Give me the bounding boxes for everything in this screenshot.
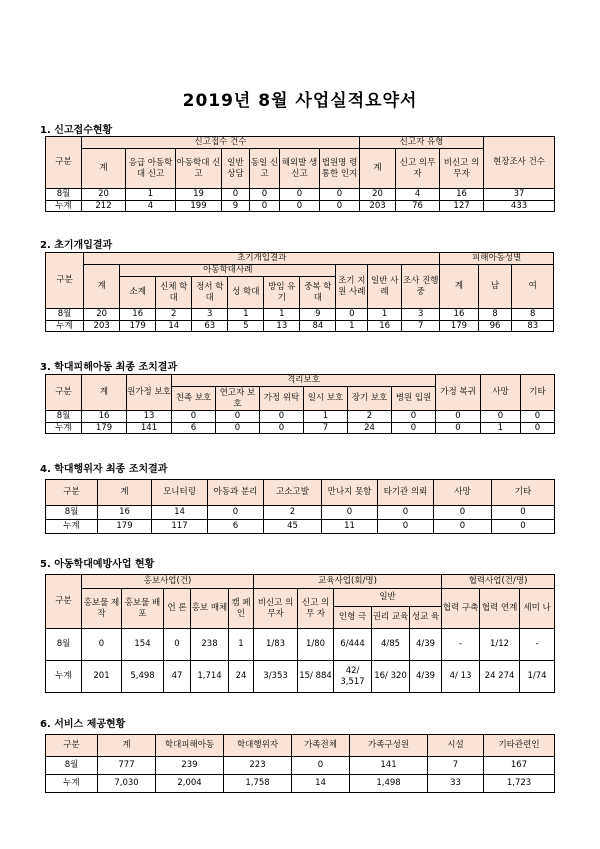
- table-row: [46, 422, 555, 434]
- table-row: [46, 506, 555, 520]
- cell: 0: [378, 520, 434, 534]
- cell: 0: [250, 189, 280, 201]
- cell: 0: [82, 629, 122, 661]
- header-perpetrator: 학대행위자: [224, 735, 292, 757]
- cell: -: [442, 629, 480, 661]
- row-label: 8월: [46, 411, 82, 423]
- header-general-consult: 일반 상담: [222, 149, 250, 189]
- header-physical-abuse: 신체 학대: [156, 277, 192, 309]
- cell: 13: [264, 320, 300, 332]
- cell: 0: [434, 506, 492, 520]
- cell: 0: [492, 506, 555, 520]
- group-separation: 격리보호: [172, 375, 436, 387]
- cell: 4/ 13: [442, 661, 480, 693]
- cell: 20: [84, 309, 120, 321]
- row-label: 누계: [46, 661, 82, 693]
- header-sexual-abuse: 성 학대: [228, 277, 264, 309]
- group-education: 교육사업(회/명): [254, 575, 442, 589]
- header-campaign: 캠 페 인: [229, 589, 254, 629]
- table-row: [46, 775, 555, 793]
- cell: 0: [434, 520, 492, 534]
- cell: 1: [264, 309, 300, 321]
- header-ongoing: 조사 진행중: [402, 265, 440, 309]
- cell: 24 274: [480, 661, 520, 693]
- row-label: 누계: [46, 520, 98, 534]
- header-early-support: 조기 지원 사례: [336, 265, 368, 309]
- header-victim-child: 학대피해아동: [156, 735, 224, 757]
- group-report-count: 신고접수 건수: [82, 137, 360, 149]
- group-promotion: 홍보사업(건): [82, 575, 254, 589]
- header-press: 언 론: [164, 589, 191, 629]
- header-nonmandatory-reporter: 비신고 의무자: [440, 149, 484, 189]
- cell: 212: [82, 200, 126, 212]
- cell: 1,498: [350, 775, 428, 793]
- report-intake-table: [45, 136, 555, 212]
- cell: 127: [440, 200, 484, 212]
- header-mandatory: 신고 의무 자: [298, 589, 334, 629]
- cell: 14: [292, 775, 350, 793]
- row-label: 누계: [46, 422, 82, 434]
- section-3-heading: 3. 학대피해아동 최종 조치결과: [40, 362, 178, 373]
- cell: 7: [402, 320, 440, 332]
- header-child-separation: 아동과 분리: [208, 480, 264, 506]
- cell: 0: [392, 411, 436, 423]
- row-label: 8월: [46, 506, 98, 520]
- section-2-heading: 2. 초기개입결과: [40, 240, 113, 251]
- header-total-reporter: 계: [360, 149, 396, 189]
- cell: 0: [336, 309, 368, 321]
- cell: 15/ 884: [298, 661, 334, 693]
- cell: 37: [484, 189, 555, 201]
- header-whole-family: 가족전체: [292, 735, 350, 757]
- cell: 0: [208, 506, 264, 520]
- cell: 239: [156, 757, 224, 775]
- cell: 179: [440, 320, 478, 332]
- header-field-investigation: 현장조사 건수: [484, 137, 555, 189]
- section-4-heading: 4. 학대행위자 최종 조치결과: [40, 464, 168, 475]
- cell: 0: [378, 506, 434, 520]
- initial-intervention-table: [45, 252, 554, 332]
- cell: 3/353: [254, 661, 298, 693]
- cell: 16/ 320: [372, 661, 410, 693]
- cell: 84: [300, 320, 336, 332]
- cell: 199: [176, 200, 222, 212]
- cell: 1,723: [484, 775, 555, 793]
- cell: 1/83: [254, 629, 298, 661]
- cell: 1: [304, 411, 348, 423]
- cell: 154: [122, 629, 164, 661]
- cell: 179: [82, 422, 127, 434]
- cell: 141: [350, 757, 428, 775]
- cell: 14: [156, 320, 192, 332]
- cell: 9: [222, 200, 250, 212]
- cell: 7: [304, 422, 348, 434]
- cell: 11: [322, 520, 378, 534]
- cell: 20: [82, 189, 126, 201]
- cell: 5,498: [122, 661, 164, 693]
- header-multiple-abuse: 중복 학대: [300, 277, 336, 309]
- cell: 2: [264, 506, 322, 520]
- cell: 3: [402, 309, 440, 321]
- cell: 47: [164, 661, 191, 693]
- cell: 1/12: [480, 629, 520, 661]
- cell: 19: [176, 189, 222, 201]
- header-same-report: 동일 신고: [250, 149, 280, 189]
- cell: 8: [512, 309, 554, 321]
- header-emergency-report: 응급 아동학대 신고: [126, 149, 176, 189]
- cell: 0: [521, 422, 555, 434]
- service-provision-table: [45, 734, 555, 793]
- page-title: 2019년 8월 사업실적요약서: [182, 91, 418, 111]
- header-victim-total: 계: [440, 265, 478, 309]
- header-monitoring: 모니터링: [152, 480, 208, 506]
- header-coop-build: 협력 구축: [442, 589, 480, 629]
- cell: 0: [320, 200, 360, 212]
- cell: 0: [492, 520, 555, 534]
- cell: 7: [428, 757, 484, 775]
- cell: 777: [98, 757, 156, 775]
- cell: 63: [192, 320, 228, 332]
- header-promo-media: 홍보 매체: [191, 589, 229, 629]
- row-label: 누계: [46, 200, 82, 212]
- cell: 117: [152, 520, 208, 534]
- section-5-heading: 5. 아동학대예방사업 현황: [40, 559, 155, 570]
- cell: 9: [300, 309, 336, 321]
- cell: 2,004: [156, 775, 224, 793]
- cell: 167: [484, 757, 555, 775]
- header-emotional-abuse: 정서 학대: [192, 277, 228, 309]
- cell: 76: [396, 200, 440, 212]
- header-subtotal: 소계: [120, 277, 156, 309]
- header-foster: 가정 위탁: [260, 387, 304, 411]
- cell: 1: [228, 309, 264, 321]
- cell: 223: [224, 757, 292, 775]
- header-death: 사망: [434, 480, 492, 506]
- cell: 0: [436, 411, 481, 423]
- cell: 203: [84, 320, 120, 332]
- header-referral: 타기관 의뢰: [378, 480, 434, 506]
- cell: 3: [192, 309, 228, 321]
- cell: 0: [320, 189, 360, 201]
- row-label: 8월: [46, 757, 98, 775]
- cell: 179: [120, 320, 156, 332]
- cell: -: [520, 629, 555, 661]
- cell: 4/85: [372, 629, 410, 661]
- cell: 238: [191, 629, 229, 661]
- cell: 0: [521, 411, 555, 423]
- table-row: [46, 629, 555, 661]
- header-return-home: 가정 복귀: [436, 375, 481, 411]
- cell: 0: [260, 422, 304, 434]
- cell: 5: [228, 320, 264, 332]
- header-gubun: 구분: [46, 375, 82, 411]
- section-1-heading: 1. 신고접수현황: [40, 125, 113, 136]
- cell: 1: [126, 189, 176, 201]
- cell: 141: [127, 422, 172, 434]
- header-male: 남: [478, 265, 512, 309]
- header-coop-link: 협력 연계: [480, 589, 520, 629]
- cell: 16: [120, 309, 156, 321]
- cell: 1,758: [224, 775, 292, 793]
- header-material-production: 홍보물 제작: [82, 589, 122, 629]
- header-gubun: 구분: [46, 575, 82, 629]
- cell: 179: [98, 520, 152, 534]
- header-puppet-show: 인형 극: [334, 607, 372, 629]
- cell: 0: [392, 422, 436, 434]
- row-label: 8월: [46, 309, 84, 321]
- header-complaint: 고소고발: [264, 480, 322, 506]
- cell: 2: [156, 309, 192, 321]
- header-abuse-report: 아동학대 신고: [176, 149, 222, 189]
- cell: 1: [481, 422, 521, 434]
- header-nonmandatory: 비신고 의무자: [254, 589, 298, 629]
- cell: 14: [152, 506, 208, 520]
- cell: 0: [481, 411, 521, 423]
- header-death: 사망: [481, 375, 521, 411]
- header-gubun: 구분: [46, 735, 98, 757]
- cell: 8: [478, 309, 512, 321]
- cell: 201: [82, 661, 122, 693]
- cell: 4: [126, 200, 176, 212]
- header-total: 계: [98, 735, 156, 757]
- header-other-related: 기타관련인: [484, 735, 555, 757]
- table-row: [46, 200, 555, 212]
- cell: 13: [127, 411, 172, 423]
- cell: 6/444: [334, 629, 372, 661]
- cell: 0: [280, 189, 320, 201]
- header-mandatory-reporter: 신고 의무자: [396, 149, 440, 189]
- cell: 4: [396, 189, 440, 201]
- row-label: 누계: [46, 320, 84, 332]
- header-material-distribution: 홍보물 배포: [122, 589, 164, 629]
- header-gubun: 구분: [46, 253, 84, 309]
- table-row: [46, 320, 554, 332]
- row-label: 8월: [46, 189, 82, 201]
- cell: 0: [292, 757, 350, 775]
- header-home-protection: 원가정 보호: [127, 375, 172, 411]
- table-row: [46, 411, 555, 423]
- header-total: 계: [84, 265, 120, 309]
- cell: 1,714: [191, 661, 229, 693]
- header-rights-education: 권리 교육: [372, 607, 410, 629]
- header-temporary: 일시 보호: [304, 387, 348, 411]
- cell: 96: [478, 320, 512, 332]
- cell: 20: [360, 189, 396, 201]
- cell: 433: [484, 200, 555, 212]
- group-abuse-case: 아동학대사례: [120, 265, 336, 277]
- header-seminar: 세미 나: [520, 589, 555, 629]
- group-cooperation: 협력사업(건/명): [442, 575, 555, 589]
- header-overseas-report: 해외발 생신고: [280, 149, 320, 189]
- header-facility: 시설: [428, 735, 484, 757]
- table-row: [46, 520, 555, 534]
- cell: 0: [172, 411, 216, 423]
- header-general-case: 일반 사례: [368, 265, 402, 309]
- cell: 0: [260, 411, 304, 423]
- cell: 1: [368, 309, 402, 321]
- cell: 203: [360, 200, 396, 212]
- header-total: 계: [82, 149, 126, 189]
- header-court-order: 법원명 령통한 인지: [320, 149, 360, 189]
- cell: 16: [98, 506, 152, 520]
- cell: 0: [216, 422, 260, 434]
- cell: 1/74: [520, 661, 555, 693]
- header-long-term: 장기 보호: [348, 387, 392, 411]
- header-sex-education: 성교 육: [410, 607, 442, 629]
- section-6-heading: 6. 서비스 제공현황: [40, 719, 126, 730]
- row-label: 8월: [46, 629, 82, 661]
- header-family-member: 가족구성원: [350, 735, 428, 757]
- perpetrator-final-action-table: [45, 479, 555, 534]
- table-row: [46, 189, 555, 201]
- header-other: 기타: [521, 375, 555, 411]
- cell: 1: [336, 320, 368, 332]
- cell: 42/ 3,517: [334, 661, 372, 693]
- cell: 45: [264, 520, 322, 534]
- cell: 0: [164, 629, 191, 661]
- group-reporter-type: 신고자 유형: [360, 137, 484, 149]
- cell: 0: [222, 189, 250, 201]
- header-total: 계: [82, 375, 127, 411]
- header-female: 여: [512, 265, 554, 309]
- cell: 83: [512, 320, 554, 332]
- header-gubun: 구분: [46, 480, 98, 506]
- header-other: 기타: [492, 480, 555, 506]
- header-total: 계: [98, 480, 152, 506]
- group-initial-result: 초기개입결과: [84, 253, 440, 265]
- cell: 0: [280, 200, 320, 212]
- cell: 6: [172, 422, 216, 434]
- header-acquaintance: 연고자 보호: [216, 387, 260, 411]
- cell: 0: [250, 200, 280, 212]
- header-relative: 친족 보호: [172, 387, 216, 411]
- cell: 16: [82, 411, 127, 423]
- prevention-program-table: [45, 574, 555, 693]
- header-gubun: 구분: [46, 137, 82, 189]
- cell: 4/39: [410, 629, 442, 661]
- row-label: 누계: [46, 775, 98, 793]
- cell: 24: [229, 661, 254, 693]
- header-neglect: 방임 유기: [264, 277, 300, 309]
- cell: 24: [348, 422, 392, 434]
- cell: 1: [229, 629, 254, 661]
- cell: 6: [208, 520, 264, 534]
- cell: 16: [368, 320, 402, 332]
- victim-final-action-table: [45, 374, 555, 434]
- header-hospital: 병원 입원: [392, 387, 436, 411]
- cell: 7,030: [98, 775, 156, 793]
- cell: 2: [348, 411, 392, 423]
- cell: 4/39: [410, 661, 442, 693]
- group-victim-gender: 피해아동성별: [440, 253, 554, 265]
- cell: 1/80: [298, 629, 334, 661]
- cell: 33: [428, 775, 484, 793]
- group-general: 일반: [334, 589, 442, 607]
- table-row: [46, 309, 554, 321]
- table-row: [46, 661, 555, 693]
- table-row: [46, 757, 555, 775]
- cell: 0: [322, 506, 378, 520]
- cell: 0: [436, 422, 481, 434]
- cell: 16: [440, 189, 484, 201]
- cell: 0: [216, 411, 260, 423]
- cell: 16: [440, 309, 478, 321]
- header-not-met: 만나지 못함: [322, 480, 378, 506]
